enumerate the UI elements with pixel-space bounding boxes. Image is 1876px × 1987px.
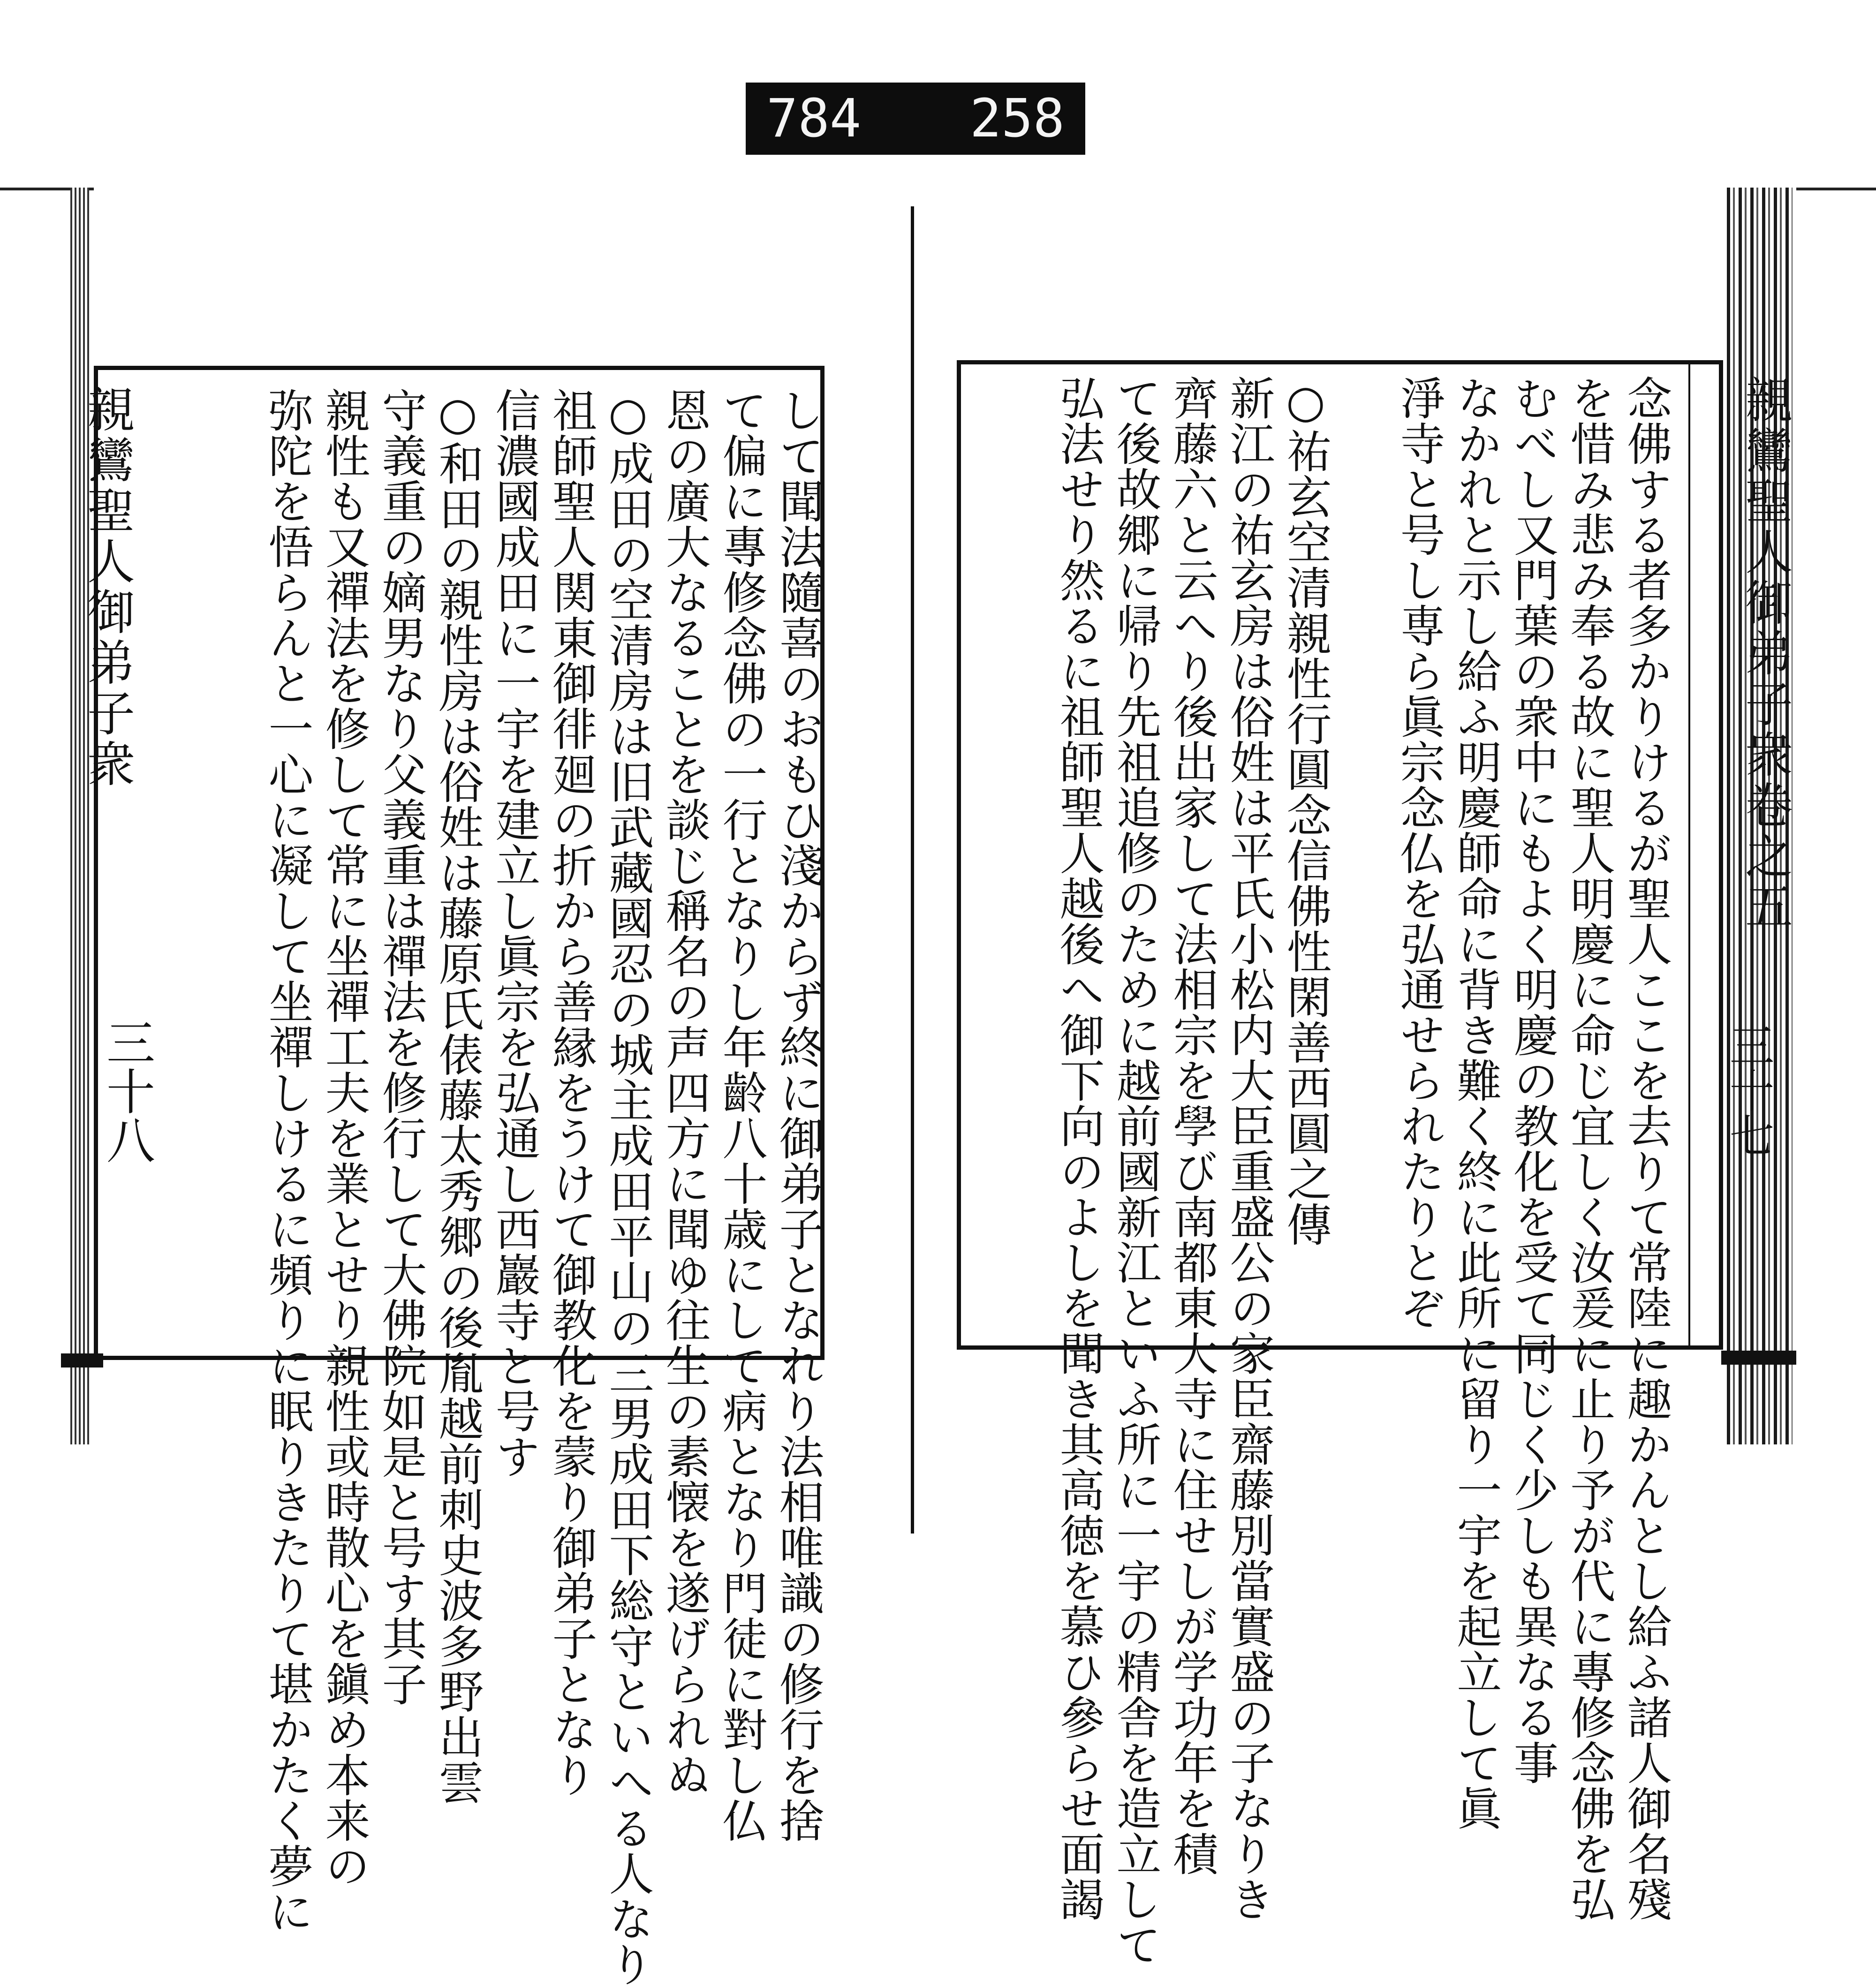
text-line: て偏に專修念佛の一行となりし年齡八十歳にして病となり門徒に對し仏 [715,387,768,1843]
text-line: むべし又門葉の衆中にもよく明慶の教化を受て同じく少しも異なる事 [1506,375,1559,1785]
right-head-rule [1688,360,1690,1350]
left-folio-number: 三十八 [98,1018,155,1164]
text-line: ○成田の空清房は旧武藏國忍の城主成田平山の三男成田下総守といへる人なり [602,387,654,1987]
scan-label-left-number: 784 [766,88,862,149]
text-line: 守義重の嫡男なり父義重は禪法を修行して大佛院如是と号す其子 [375,387,427,1707]
left-page-text [150,387,826,1987]
archive-scan-label [746,83,1085,155]
text-line: 齊藤六と云へり後出家して法相宗を學び南都東大寺に住せしが学功年を積 [1166,375,1218,1876]
left-running-head: 親鸞聖人御弟子衆 [79,385,135,790]
text-line: 祖師聖人関東御徘廻の折から善縁をうけて御教化を蒙り御弟子となり [545,387,598,1798]
text-line: 弘法せり然るに祖師聖人越後へ御下向のよしを聞き其高徳を慕ひ參らせ面謁 [1052,375,1105,1922]
text-line: 恩の廣大なることを談じ稱名の声四方に聞ゆ往生の素懐を遂げられぬ [658,387,711,1798]
binding-band [1721,1351,1796,1365]
text-line: 淨寺と号し専ら眞宗念仏を弘通せられたりとぞ [1393,375,1445,1330]
text-line: して聞法隨喜のおもひ淺からず終に御弟子となれり法相唯識の修行を捨 [772,387,825,1843]
right-folio-number: 三十七 [1722,1022,1775,1157]
text-line: 念佛する者多かりけるが聖人ここを去りて常陸に趣かんとし給ふ諸人御名殘 [1620,375,1672,1922]
left-page-edge-stack [70,188,89,1444]
text-line: 弥陀を悟らんと一心に凝して坐禪しけるに頻りに眠りきたりて堪かたく夢に [261,387,314,1934]
text-line: 信濃國成田に一宇を建立し眞宗を弘通し西巖寺と号す [488,387,541,1479]
text-line: なかれと示し給ふ明慶師命に背き難く終に此所に留り一宇を起立して眞 [1450,375,1502,1831]
section-heading: ○祐玄空清親性行圓念信佛性閑善西圓之傳 [1279,375,1332,1247]
right-running-head: 親鸞聖人御弟子衆卷之五 [1737,375,1793,932]
text-line: ○和田の親性房は俗姓は藤原氏俵藤太秀郷の後胤越前刺史波多野出雲 [431,387,484,1805]
text-line: て後故郷に帰り先祖追修のために越前國新江といふ所に一宇の精舎を造立して [1109,375,1162,1967]
text-line: 新江の祐玄房は俗姓は平氏小松内大臣重盛公の家臣齋藤別當實盛の子なりき [1223,375,1275,1922]
text-line: を惜み悲み奉る故に聖人明慶に命じ宜しく汝爰に止り予が代に專修念佛を弘 [1563,375,1616,1922]
right-page-text [980,375,1674,1967]
text-line: 親性も又禪法を修して常に坐禪工夫を業とせり親性或時散心を鎭め本来の [318,387,371,1889]
scan-label-right-number: 258 [969,88,1065,149]
book-gutter [911,206,914,1534]
page-top-edge [1796,188,1876,190]
